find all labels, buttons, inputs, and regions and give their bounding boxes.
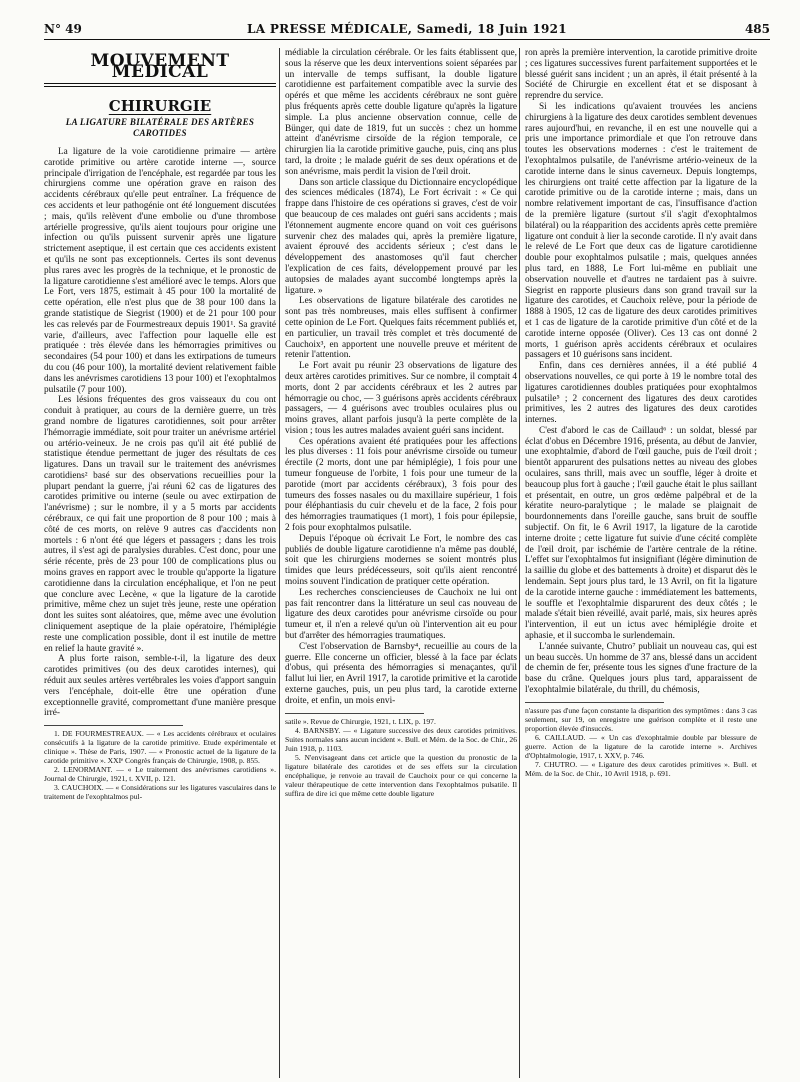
section-rule xyxy=(44,83,276,87)
footnotes xyxy=(285,717,517,798)
footnotes xyxy=(44,729,276,801)
paragraph: La ligature de la voie carotidienne primaire — artère carotide primitive ou artère carotide interne —, source principale d'irrigation de l'encéphale, est regardée par tous les chirurgiens comme une opération grave en raison des accidents cérébraux qu'elle peut entraîner. La fréquence de ces accidents et leur pathogénie ont été longuement discutées ; mais, qu'ils relèvent d'une embolie ou d'une thrombose artérielle progressive, qu'ils aient toujours pour origine une infection ou qu'ils puissent survenir après une ligature strictement aseptique, il est certain que ces accidents existent et qu'ils ne sont pas exceptionnels. Certes ils sont devenus plus rares avec les progrès de la technique, et le pronostic de la ligature carotidienne s'est amélioré avec le temps. Alors que Le Fort, vers 1875, estimait à 45 pour 100 la mortalité de cette opération, elle n'est plus que de 38 pour 100 dans la grande statistique de Siegrist (1900) et de 21 pour 100 pour les cas relevés par de Fourmestreaux depuis 1901¹. Sa gravité varie, d'ailleurs, avec l'affection pour laquelle elle est pratiquée : très élevée dans les hémorragies primitives ou secondaires (54 pour 100) et dans les extirpations de tumeurs du cou (46 pour 100), la mortalité devient relativement faible dans les anévrismes carotidiens 13 pour 100) et l'exophtalmos pulsatile (7 pour 100). xyxy=(44,146,276,395)
footnote: 5. N'envisageant dans cet article que la question du pronostic de la ligature bilatérale des carotides et de ses effets sur la circulation encéphalique, je renvoie au travail de Cauchoix pour ce qui concerne la valeur thérapeutique de cette intervention dans l'exophtalmos pulsatile. Il suffira de dire ici que même cette double ligature xyxy=(285,752,517,798)
page-header xyxy=(44,20,770,40)
paragraph: Le Fort avait pu réunir 23 observations de ligature des deux artères carotides primitives. Sur ce nombre, il comptait 4 morts, dont 2 par accidents cérébraux et les 2 autres par hémorragie ou choc, — 3 guérisons après accidents cérébraux passagers, — 4 guérisons avec troubles oculaires plus ou moins graves, allant parfois jusqu'à la perte complète de la vision ; tous les autres malades avaient guéri sans incident. xyxy=(285,361,517,436)
paragraph: C'est d'abord le cas de Caillaud⁶ : un soldat, blessé par éclat d'obus en Décembre 1916, présenta, au début de Janvier, une exophtalmie, d'abord de l'œil gauche, puis de l'œil droit ; bientôt apparurent des pulsations nettes au niveau des globes oculaires, sans thrill, mais avec un souffle, léger à droite et beaucoup plus fort à gauche ; l'œil gauche était le plus saillant et présentait, en outre, un gros œdème palpébral et de la kératite neuro-paralytique ; le malade se plaignait de bourdonnements dans l'oreille gauche, sans bruit de souffle subjectif. On fit, le 6 Avril 1917, la ligature de la carotide interne droite ; cette ligature fut suivie d'une cécité complète de l'œil droit, par ischémie de l'artère centrale de la rétine. L'effet sur l'exophtalmos fut insignifiant (légère diminution de la saillie du globe et des battements à droite) et disparut dès le lendemain. Sept jours plus tard, le 13 Avril, on fit la ligature de la carotide interne gauche : immédiatement les battements, le souffle et l'exophtalmie disparurent des deux côtés ; le malade s'était bien réveillé, avait parlé, mais, six heures après l'intervention, il eut un ictus avec hémiplégie droite et aphasie, et il succomba le surlendemain. xyxy=(525,425,757,642)
paragraph: médiable la circulation cérébrale. Or les faits établissent que, sous la réserve que les deux interventions soient séparées par un intervalle de temps suffisant, la double ligature carotidienne est parfaitement compatible avec la survie des opérés et que même les accidents cérébraux ne sont guère plus fréquents après cette double ligature qu'après la ligature simple. La plus ancienne observation connue, celle de Bünger, qui date de 1819, fut un succès : chez un homme atteint d'anévrisme cirsoïde de la région temporale, ce chirurgien lia la carotide primitive gauche, puis, cinq ans plus tard, la droite ; le malade guérit de ses deux opérations et de son anévrisme, mais perdit la vision de l'œil droit. xyxy=(285,48,517,177)
paragraph: Ces opérations avaient été pratiquées pour les affections les plus diverses : 11 fois pour anévrisme cirsoïde ou tumeur érectile (2 morts, dont une par hémiplégie), 1 fois pour une tumeur fongueuse de l'orbite, 1 fois pour une tumeur de la parotide (mort par accidents cérébraux), 3 fois pour des tumeurs des fosses nasales ou du maxillaire supérieur, 1 fois pour éléphantiasis du cuir chevelu et de la face, 2 fois pour des hémorragies traumatiques (1 mort), 1 fois pour épilepsie, 2 fois pour exophtalmos pulsatile. xyxy=(285,436,517,534)
column-divider xyxy=(279,48,280,1078)
paragraph: Les lésions fréquentes des gros vaisseaux du cou ont conduit à pratiquer, au cours de la dernière guerre, un très grand nombre de ligatures carotidiennes, soit pour arrêter l'hémorragie immédiate, soit pour traiter un anévrisme artériel ou artério-veineux. Je ne crois pas qu'il ait été publié de statistique étendue permettant de juger des résultats de ces ligatures. Dans un travail sur le traitement des anévrismes carotidiens² basé sur des observations recueillies pour la plupart pendant la guerre, j'ai réuni 62 cas de ligatures des carotides primitive ou interne (seule ou avec extirpation de l'anévrisme) ; sur le nombre, il y a 5 morts par accidents cérébraux, ce qui fait une proportion de 8 pour 100 ; mais à côté de ces morts, on relève 9 autres cas d'accidents non mortels : 6 n'ont été que légers et passagers ; dans les trois autres, il s'est agi de paralysies durables. C'est donc, pour une série récente, près de 23 pour 100 de complications plus ou moins graves en rapport avec le trouble qu'apporte la ligature carotidienne dans la circulation encéphalique, et l'on ne peut que conclure avec Lecène, « que la ligature de la carotide primitive, même chez un sujet très jeune, reste une opération dont les suites sont aléatoires, que, même avec une évolution cliniquement aseptique de la plaie opératoire, l'hémiplégie reste une complication possible, dont il est inutile de mettre en relief la haute gravité ». xyxy=(44,395,276,654)
paragraph: A plus forte raison, semble-t-il, la ligature des deux carotides primitives (ou des deux carotides internes), qui réduit aux seules artères vertébrales les voies d'apport sanguin vers l'encéphale, doit-elle être une opération d'une exceptionnelle gravité, compromettant d'une manière presque irré- xyxy=(44,654,276,719)
paragraph: Les recherches consciencieuses de Cauchoix ne lui ont pas fait rencontrer dans la littérature un seul cas nouveau de ligature des deux carotides pour anévrisme cirsoïde ou pour tumeur et, il n'en a relevé qu'un où l'intervention ait eu pour but d'arrêter des hémorragies traumatiques. xyxy=(285,587,517,642)
paragraph: L'année suivante, Chutro⁷ publiait un nouveau cas, qui est un beau succès. Un homme de 37 ans, blessé dans un accident de chemin de fer, présente tous les signes d'une fracture de la base du crâne. Quelques jours plus tard, apparaissent de l'exophtalmie bilatérale, du thrill, du chémosis, xyxy=(525,641,757,696)
column-divider xyxy=(519,48,520,1078)
footnote-rule xyxy=(44,725,183,726)
issue-number: N° 49 xyxy=(44,22,82,36)
footnote: 2. LENORMANT. — « Le traitement des anévrismes carotidiens ». Journal de Chirurgie, 1921, t. XVII, p. 121. xyxy=(44,765,276,784)
paragraph: Si les indications qu'avaient trouvées les anciens chirurgiens à la ligature des deux carotides semblent devenues rares aujourd'hui, en revanche, il en est une nouvelle qui a pris une importance primordiale et que l'on retrouve dans toutes les observations modernes : c'est le traitement de l'exophtalmos pulsatile, de l'anévrisme artério-veineux de la carotide interne dans le sinus caverneux. Depuis longtemps, les chirurgiens ont traité cette affection par la ligature de la carotide primitive ou de la carotide interne ; mais, dans un nombre relativement important de cas, l'insuffisance d'action de la première ligature (surtout s'il s'agit d'exophtalmos bilatéral) ou la réapparition des accidents après cette première ligature ont conduit à lier la seconde carotide. Il n'y avait dans le relevé de Le Fort que deux cas de ligature carotidienne double pour exophtalmos pulsatile ; mais, quelques années plus tard, en 1888, Le Fort lui-même en publiait une observation nouvelle et d'autres ne tardaient pas à suivre. Siegrist en rapporte plusieurs dans son grand travail sur la ligature des carotides, et Cauchoix relève, pour la période de 1888 à 1905, 12 cas de ligature des deux carotides primitives et 1 cas de ligature de la carotide primitive d'un côté et de la carotide interne opposée (Oliver). Ces 13 cas ont donné 2 morts, 1 guérison après accidents cérébraux et oculaires passagers et 10 guérisons sans incident. xyxy=(525,101,757,361)
page-number: 485 xyxy=(744,22,770,36)
paragraph: Depuis l'époque où écrivait Le Fort, le nombre des cas publiés de double ligature carotidienne n'a même pas doublé, soit que les chirurgiens modernes se soient montrés plus timides que leurs prédécesseurs, soit qu'ils aient rencontré moins souvent l'indication de pratiquer cette opération. xyxy=(285,533,517,588)
column-2 xyxy=(285,48,517,1078)
footnote: 1. DE FOURMESTREAUX. — « Les accidents cérébraux et oculaires consécutifs à la ligature de la carotide primitive. Etude expérimentale et clinique ». Thèse de Paris, 1907. — « Pronostic actuel de la ligature de la carotide primitive ». XXIᵉ Congrès français de Chirurgie, 1908, p. 855. xyxy=(44,729,276,766)
column-1 xyxy=(44,48,276,1078)
paragraph: Les observations de ligature bilatérale des carotides ne sont pas très nombreuses, mais elles suffisent à confirmer cette opinion de Le Fort. Quelques faits récemment publiés et, en particulier, un travail très complet et très documenté de Cauchoix³, en apportent une nouvelle preuve et méritent de retenir l'attention. xyxy=(285,296,517,361)
journal-title: LA PRESSE MÉDICALE, Samedi, 18 Juin 1921 xyxy=(247,22,567,36)
subsection-title: CHIRURGIE xyxy=(108,96,212,115)
footnote-rule xyxy=(285,713,424,714)
footnote: satile ». Revue de Chirurgie, 1921, t. LIX, p. 197. xyxy=(285,716,436,726)
paragraph: Enfin, dans ces dernières années, il a été publié 4 observations nouvelles, ce qui porte à 19 le nombre total des ligatures carotidiennes doubles pratiquées pour exophtalmos pulsatile⁵ ; 2 concernent des ligatures des deux carotides primitives, les 2 autres des ligatures des deux carotides internes. xyxy=(525,361,757,426)
footnotes xyxy=(525,706,757,778)
section-title: MOUVEMENT MÉDICAL xyxy=(90,51,230,82)
footnote: 6. CAILLAUD. — « Un cas d'exophtalmie double par blessure de guerre. Action de la ligature de la carotide interne ». Archives d'Ophtalmologie, 1917, t. XXV, p. 746. xyxy=(525,732,757,760)
footnote-rule xyxy=(525,702,664,703)
footnote: 3. CAUCHOIX. — « Considérations sur les ligatures vasculaires dans le traitement de l'exophtalmos pul- xyxy=(44,783,276,802)
footnote: n'assure pas d'une façon constante la disparition des symptômes : dans 3 cas seulement, sur 19, on enregistre une guérison complète et il reste une proportion élevée d'insuccès. xyxy=(525,705,757,733)
header-rule xyxy=(44,39,770,40)
column-3 xyxy=(525,48,757,1078)
article-title: LA LIGATURE BILATÉRALE DES ARTÈRES CAROTIDES xyxy=(65,117,255,139)
paragraph: ron après la première intervention, la carotide primitive droite ; ces ligatures successives furent parfaitement supportées et le blessé guérit sans incident ; un an après, il était présenté à la Société de Chirurgie en excellent état et se disposant à reprendre du service. xyxy=(525,48,757,102)
paragraph: C'est l'observation de Barnsby⁴, recueillie au cours de la guerre. Elle concerne un officier, blessé à la face par éclats d'obus, qui présenta des hémorragies si menaçantes, qu'il fallut lui lier, en Avril 1917, la carotide primitive et la carotide externe gauches, puis, un peu plus tard, la carotide externe droite, et enfin, un mois envi- xyxy=(285,641,517,706)
footnote: 4. BARNSBY. — « Ligature successive des deux carotides primitives. Suites normales sans aucun incident ». Bull. et Mém. de la Soc. de Chir., 26 Juin 1918, p. 1103. xyxy=(285,725,517,753)
paragraph: Dans son article classique du Dictionnaire encyclopédique des sciences médicales (1874), Le Fort écrivait : « Ce qui frappe dans l'histoire de ces opérations si graves, c'est de voir que beaucoup de ces malades ont guéri sans accidents ; mais l'étonnement augmente encore quand on voit ces guérisons survenir chez des malades qui, après la première ligature, avaient éprouvé des accidents sérieux ; c'est dans le développement des anastomoses qu'il faut chercher l'explication de ces faits, développement prouvé par les autopsies de malades ayant succombé longtemps après la ligature. » xyxy=(285,177,517,296)
footnote: 7. CHUTRO. — « Ligature des deux carotides primitives ». Bull. et Mém. de la Soc. de Chir., 10 Avril 1918, p. 691. xyxy=(525,759,757,778)
